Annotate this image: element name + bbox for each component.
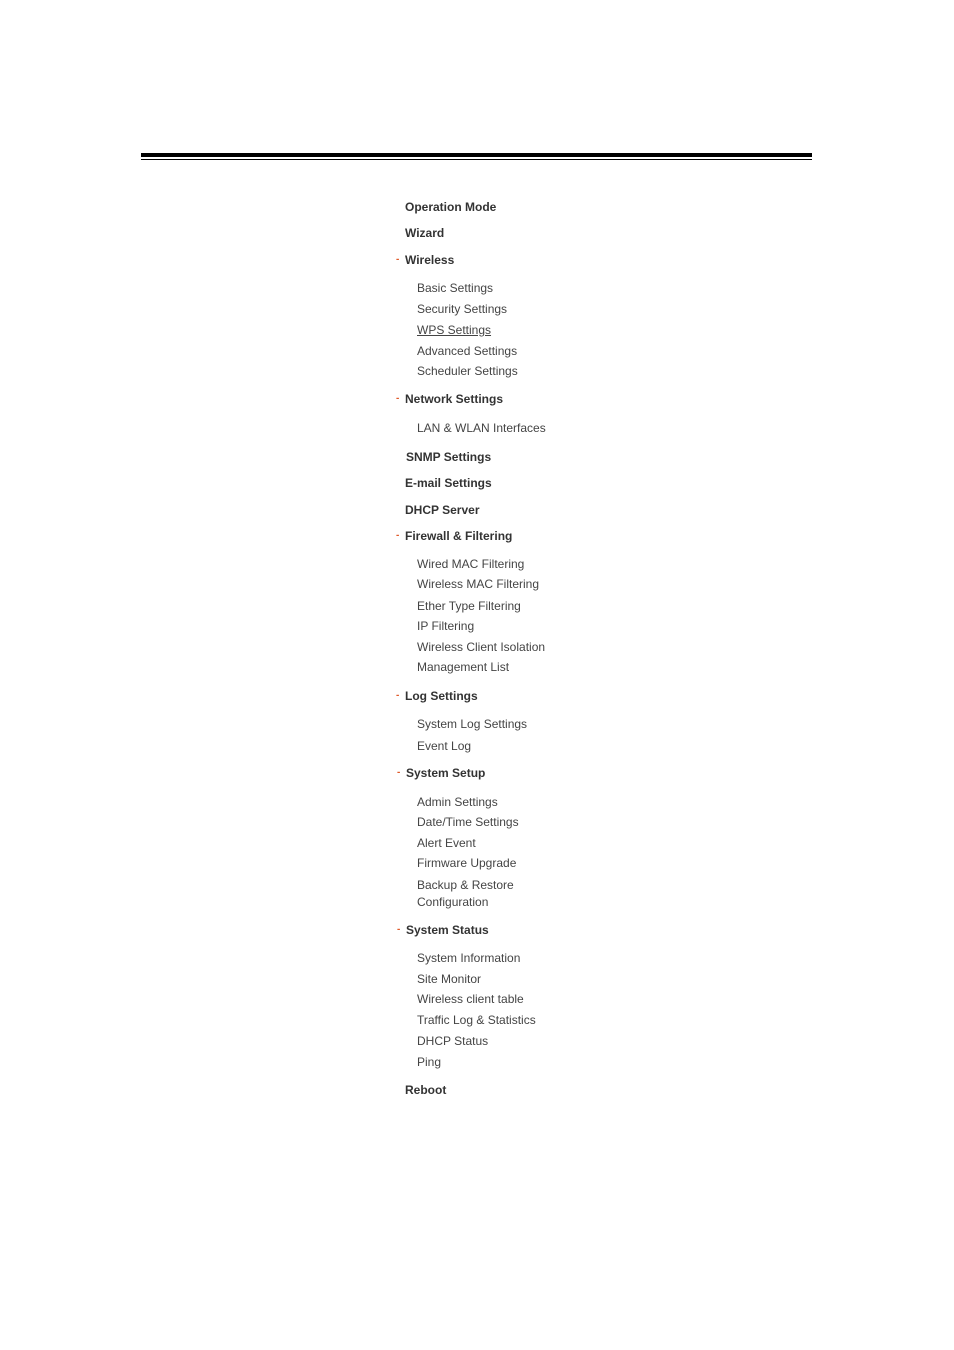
menu-item-network-settings[interactable] (396, 392, 504, 406)
submenu-item-system-log-settings[interactable]: System Log Settings (417, 717, 528, 731)
menu-item-label: System Setup (406, 766, 486, 780)
menu-item-label: System Status (406, 923, 489, 937)
submenu-item-traffic-log-statistics[interactable]: Traffic Log & Statistics (417, 1013, 536, 1027)
menu-item-wireless[interactable] (396, 253, 455, 267)
submenu-item-lan-wlan-interfaces[interactable]: LAN & WLAN Interfaces (417, 421, 546, 435)
submenu-item-dhcp-status[interactable]: DHCP Status (417, 1034, 489, 1048)
submenu-item-configuration[interactable]: Configuration (417, 895, 489, 909)
menu-item-system-status[interactable] (397, 923, 489, 937)
submenu-item-site-monitor[interactable]: Site Monitor (417, 972, 482, 986)
expanded-marker-icon: - (396, 690, 400, 701)
submenu-item-alert-event[interactable]: Alert Event (417, 836, 476, 850)
submenu-item-wireless-client-isolation[interactable]: Wireless Client Isolation (417, 640, 546, 654)
submenu-item-firmware-upgrade[interactable]: Firmware Upgrade (417, 856, 517, 870)
submenu-item-ip-filtering[interactable]: IP Filtering (417, 619, 475, 633)
menu-item-label: Network Settings (405, 392, 504, 406)
menu-item-firewall-filtering[interactable] (396, 529, 513, 543)
submenu-item-backup-restore[interactable]: Backup & Restore (417, 878, 514, 892)
submenu-item-security-settings[interactable]: Security Settings (417, 302, 508, 316)
submenu-item-wireless-client-table[interactable]: Wireless client table (417, 992, 524, 1006)
menu-item-system-setup[interactable] (397, 766, 486, 780)
expanded-marker-icon: - (396, 254, 400, 265)
submenu-item-basic-settings[interactable]: Basic Settings (417, 281, 494, 295)
expanded-marker-icon: - (397, 767, 401, 778)
submenu-item-ping[interactable]: Ping (417, 1055, 442, 1069)
submenu-item-management-list[interactable]: Management List (417, 660, 510, 674)
menu-item-wizard[interactable]: Wizard (405, 226, 445, 240)
menu-item-reboot[interactable]: Reboot (405, 1083, 447, 1097)
submenu-item-ether-type-filtering[interactable]: Ether Type Filtering (417, 599, 521, 613)
menu-item-email-settings[interactable]: E-mail Settings (405, 476, 492, 490)
menu-item-label: Wireless (405, 253, 455, 267)
menu-item-dhcp-server[interactable]: DHCP Server (405, 503, 480, 517)
submenu-item-wireless-mac-filtering[interactable]: Wireless MAC Filtering (417, 577, 540, 591)
expanded-marker-icon: - (396, 393, 400, 404)
menu-item-snmp-settings[interactable]: SNMP Settings (406, 450, 492, 464)
submenu-item-wps-settings[interactable]: WPS Settings (417, 323, 492, 337)
submenu-item-date-time-settings[interactable]: Date/Time Settings (417, 815, 519, 829)
submenu-item-event-log[interactable]: Event Log (417, 739, 472, 753)
menu-item-label: Firewall & Filtering (405, 529, 513, 543)
expanded-marker-icon: - (397, 924, 401, 935)
submenu-item-system-information[interactable]: System Information (417, 951, 521, 965)
submenu-item-wired-mac-filtering[interactable]: Wired MAC Filtering (417, 557, 525, 571)
expanded-marker-icon: - (396, 530, 400, 541)
submenu-item-admin-settings[interactable]: Admin Settings (417, 795, 498, 809)
submenu-item-scheduler-settings[interactable]: Scheduler Settings (417, 364, 518, 378)
menu-item-log-settings[interactable] (396, 689, 478, 703)
menu-item-label: Log Settings (405, 689, 478, 703)
submenu-item-advanced-settings[interactable]: Advanced Settings (417, 344, 518, 358)
menu-item-operation-mode[interactable]: Operation Mode (405, 200, 497, 214)
